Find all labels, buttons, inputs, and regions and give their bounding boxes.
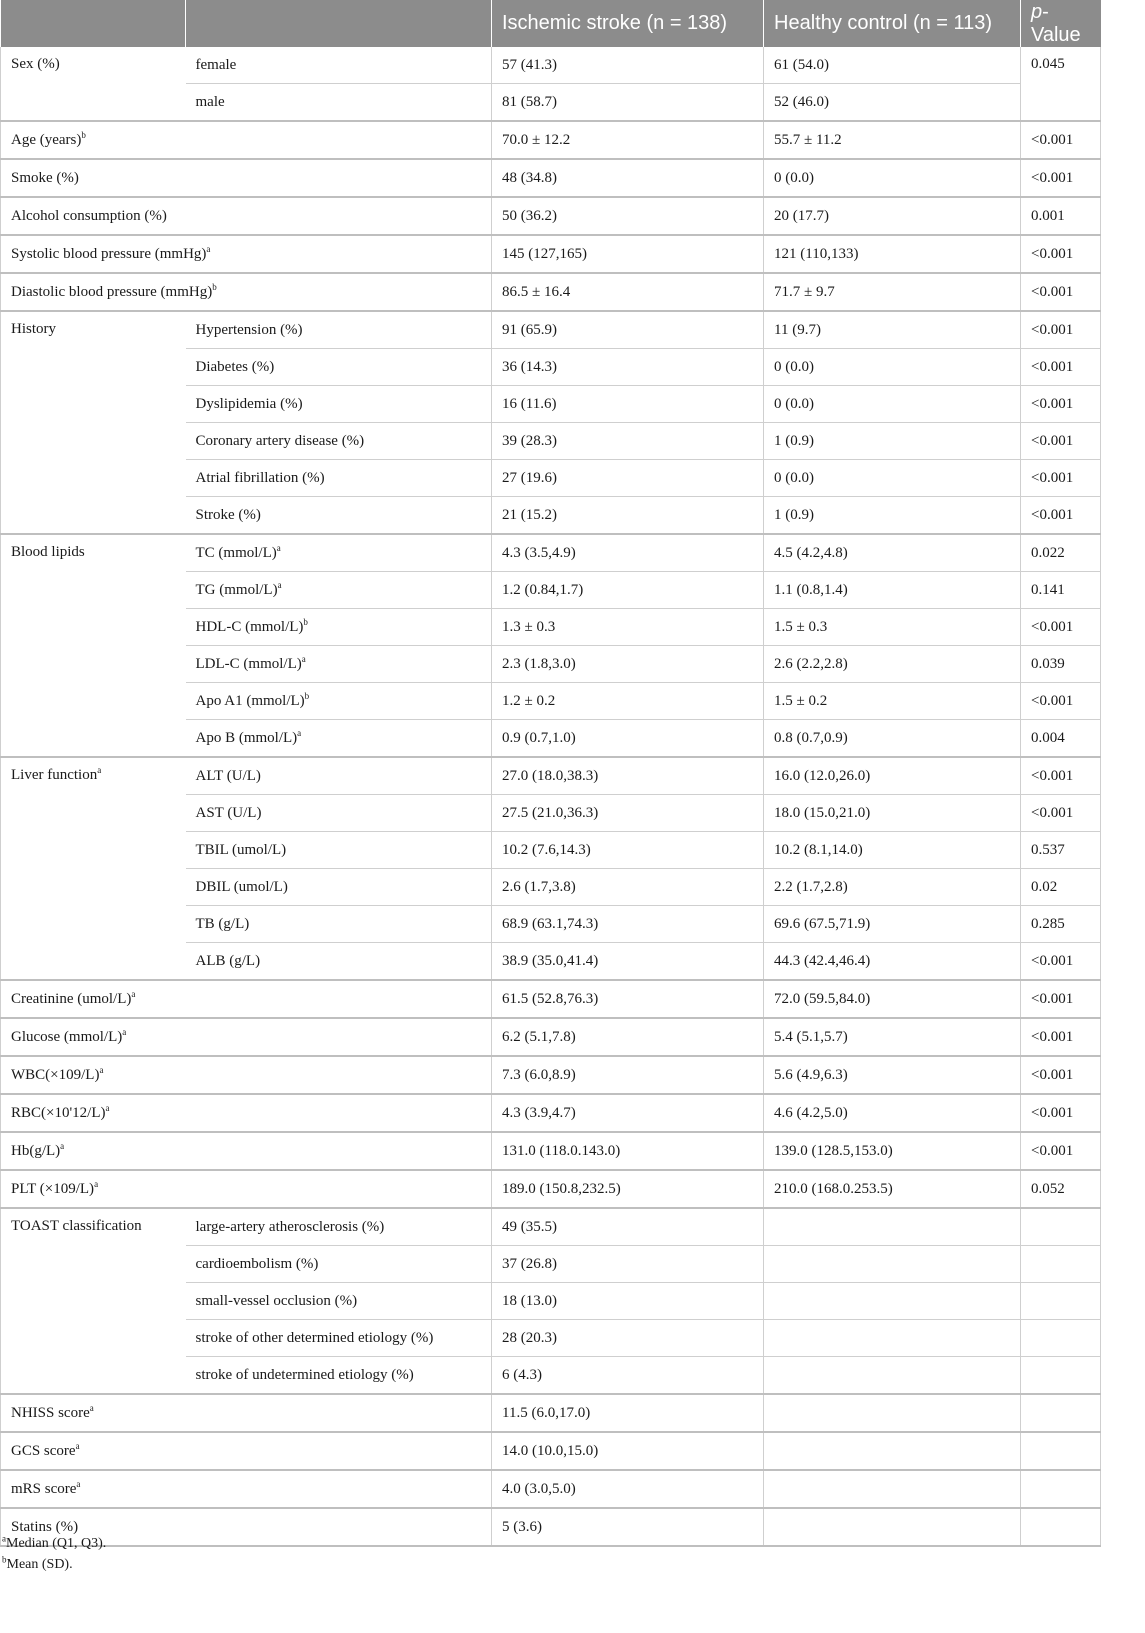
control-value: 121 (110,133) <box>764 235 1021 273</box>
control-value: 4.6 (4.2,5.0) <box>764 1094 1021 1132</box>
control-value: 1.1 (0.8,1.4) <box>764 572 1021 609</box>
control-value: 55.7 ± 11.2 <box>764 121 1021 159</box>
stroke-value: 37 (26.8) <box>492 1246 764 1283</box>
p-value: <0.001 <box>1021 1094 1101 1132</box>
control-value: 2.6 (2.2,2.8) <box>764 646 1021 683</box>
table-row <box>1 1508 1101 1546</box>
table-row <box>1 311 1101 349</box>
stroke-value: 81 (58.7) <box>492 84 764 122</box>
control-value: 44.3 (42.4,46.4) <box>764 943 1021 981</box>
row-label: Statins (%) <box>1 1508 492 1546</box>
stroke-value: 27.5 (21.0,36.3) <box>492 795 764 832</box>
p-value: 0.039 <box>1021 646 1101 683</box>
control-value: 1 (0.9) <box>764 497 1021 535</box>
row-label: GCS score$^a$ <box>1 1432 492 1470</box>
row-label: $Hb(g/L)^a$ <box>1 1132 492 1170</box>
table-row <box>1 534 1101 572</box>
p-value: <0.001 <box>1021 273 1101 311</box>
control-value <box>764 1508 1021 1546</box>
stroke-value: 91 (65.9) <box>492 311 764 349</box>
control-value <box>764 1394 1021 1432</box>
p-value: <0.001 <box>1021 1018 1101 1056</box>
p-value: <0.001 <box>1021 683 1101 720</box>
sub-label: Hypertension (%) <box>186 311 492 349</box>
control-value <box>764 1246 1021 1283</box>
stroke-value: 68.9 (63.1,74.3) <box>492 906 764 943</box>
p-value <box>1021 1208 1101 1246</box>
sub-label: Apo A1 (mmol/L)$^b$ <box>186 683 492 720</box>
p-value: 0.02 <box>1021 869 1101 906</box>
table-row <box>1 1470 1101 1508</box>
control-value: 210.0 (168.0.253.5) <box>764 1170 1021 1208</box>
p-value: <0.001 <box>1021 1132 1101 1170</box>
p-value <box>1021 1508 1101 1546</box>
table-row <box>1 1018 1101 1056</box>
stroke-value: 2.6 (1.7,3.8) <box>492 869 764 906</box>
sub-label: ALB (g/L) <box>186 943 492 981</box>
p-value: 0.004 <box>1021 720 1101 758</box>
table-row <box>1 121 1101 159</box>
table-row <box>1 1394 1101 1432</box>
table-row <box>1 1208 1101 1246</box>
p-value: <0.001 <box>1021 609 1101 646</box>
stroke-value: 7.3 (6.0,8.9) <box>492 1056 764 1094</box>
header-healthy-control: Healthy control (n = 113) <box>764 0 1021 47</box>
stroke-value: 6 (4.3) <box>492 1357 764 1395</box>
header-cell-blank <box>186 0 492 47</box>
stroke-value: 50 (36.2) <box>492 197 764 235</box>
stroke-value: 49 (35.5) <box>492 1208 764 1246</box>
sub-label: TB (g/L) <box>186 906 492 943</box>
stroke-value: 4.3 (3.5,4.9) <box>492 534 764 572</box>
p-value <box>1021 1320 1101 1357</box>
stroke-value: 189.0 (150.8,232.5) <box>492 1170 764 1208</box>
sub-label: ALT (U/L) <box>186 757 492 795</box>
stroke-value: 16 (11.6) <box>492 386 764 423</box>
sub-label: Dyslipidemia (%) <box>186 386 492 423</box>
sub-label: TC (mmol/L)$^a$ <box>186 534 492 572</box>
row-label: $RBC(\times 10'12/L)^a$ <box>1 1094 492 1132</box>
control-value: 52 (46.0) <box>764 84 1021 122</box>
stroke-value: 4.0 (3.0,5.0) <box>492 1470 764 1508</box>
sub-label: stroke of undetermined etiology (%) <box>186 1357 492 1395</box>
sub-label: female <box>186 47 492 84</box>
group-label: History <box>1 311 186 534</box>
row-label: Diastolic blood pressure (mmHg)$^b$ <box>1 273 492 311</box>
control-value <box>764 1432 1021 1470</box>
p-value: <0.001 <box>1021 943 1101 981</box>
control-value: 71.7 ± 9.7 <box>764 273 1021 311</box>
stroke-value: 1.3 ± 0.3 <box>492 609 764 646</box>
stroke-value: 61.5 (52.8,76.3) <box>492 980 764 1018</box>
header-p-value: p-Value <box>1021 0 1101 47</box>
sub-label: TBIL (umol/L) <box>186 832 492 869</box>
stroke-value: 36 (14.3) <box>492 349 764 386</box>
p-value: <0.001 <box>1021 235 1101 273</box>
control-value: 1.5 ± 0.2 <box>764 683 1021 720</box>
stroke-value: 39 (28.3) <box>492 423 764 460</box>
control-value: 69.6 (67.5,71.9) <box>764 906 1021 943</box>
control-value <box>764 1208 1021 1246</box>
row-label: PLT $(\times 109/L)^a$ <box>1 1170 492 1208</box>
stroke-value: 131.0 (118.0.143.0) <box>492 1132 764 1170</box>
sub-label: HDL-C (mmol/L)$^b$ <box>186 609 492 646</box>
stroke-value: 28 (20.3) <box>492 1320 764 1357</box>
stroke-value: 1.2 (0.84,1.7) <box>492 572 764 609</box>
control-value: 139.0 (128.5,153.0) <box>764 1132 1021 1170</box>
control-value: 72.0 (59.5,84.0) <box>764 980 1021 1018</box>
control-value: 5.4 (5.1,5.7) <box>764 1018 1021 1056</box>
p-value: 0.537 <box>1021 832 1101 869</box>
stroke-value: 2.3 (1.8,3.0) <box>492 646 764 683</box>
table-row <box>1 1056 1101 1094</box>
stroke-value: 38.9 (35.0,41.4) <box>492 943 764 981</box>
stroke-value: 145 (127,165) <box>492 235 764 273</box>
p-value: <0.001 <box>1021 159 1101 197</box>
p-value: 0.045 <box>1021 47 1101 121</box>
p-value: 0.052 <box>1021 1170 1101 1208</box>
stroke-value: 6.2 (5.1,7.8) <box>492 1018 764 1056</box>
table-row <box>1 235 1101 273</box>
stroke-value: 48 (34.8) <box>492 159 764 197</box>
p-value: <0.001 <box>1021 1056 1101 1094</box>
stroke-value: 10.2 (7.6,14.3) <box>492 832 764 869</box>
stroke-value: 27.0 (18.0,38.3) <box>492 757 764 795</box>
control-value: 0 (0.0) <box>764 159 1021 197</box>
table-row <box>1 1132 1101 1170</box>
p-value: <0.001 <box>1021 423 1101 460</box>
p-value: <0.001 <box>1021 349 1101 386</box>
p-value: <0.001 <box>1021 497 1101 535</box>
stroke-value: 57 (41.3) <box>492 47 764 84</box>
sub-label: Stroke (%) <box>186 497 492 535</box>
p-value: 0.022 <box>1021 534 1101 572</box>
sub-label: male <box>186 84 492 122</box>
stroke-value: 5 (3.6) <box>492 1508 764 1546</box>
p-value <box>1021 1283 1101 1320</box>
p-value: 0.001 <box>1021 197 1101 235</box>
control-value: 18.0 (15.0,21.0) <box>764 795 1021 832</box>
control-value: 5.6 (4.9,6.3) <box>764 1056 1021 1094</box>
footnote-a: $^a$Median (Q1, Q3). <box>2 1533 107 1551</box>
table-row <box>1 757 1101 795</box>
sub-label: Diabetes (%) <box>186 349 492 386</box>
p-value: <0.001 <box>1021 121 1101 159</box>
stroke-value: 11.5 (6.0,17.0) <box>492 1394 764 1432</box>
sub-label: cardioembolism (%) <box>186 1246 492 1283</box>
control-value: 0 (0.0) <box>764 460 1021 497</box>
stroke-value: 4.3 (3.9,4.7) <box>492 1094 764 1132</box>
p-value <box>1021 1394 1101 1432</box>
stroke-value: 1.2 ± 0.2 <box>492 683 764 720</box>
p-value: <0.001 <box>1021 311 1101 349</box>
control-value: 1.5 ± 0.3 <box>764 609 1021 646</box>
control-value <box>764 1470 1021 1508</box>
control-value: 2.2 (1.7,2.8) <box>764 869 1021 906</box>
row-label: Age (years)$^b$ <box>1 121 492 159</box>
row-label: Creatinine (umol/L)$^a$ <box>1 980 492 1018</box>
p-value: <0.001 <box>1021 386 1101 423</box>
sub-label: small-vessel occlusion (%) <box>186 1283 492 1320</box>
control-value <box>764 1283 1021 1320</box>
group-label: Liver function$^a$ <box>1 757 186 980</box>
stroke-value: 86.5 ± 16.4 <box>492 273 764 311</box>
control-value <box>764 1357 1021 1395</box>
p-value <box>1021 1432 1101 1470</box>
header-cell-blank <box>1 0 186 47</box>
control-value <box>764 1320 1021 1357</box>
sub-label: Coronary artery disease (%) <box>186 423 492 460</box>
table-row <box>1 159 1101 197</box>
table-row <box>1 197 1101 235</box>
stroke-value: 70.0 ± 12.2 <box>492 121 764 159</box>
sub-label: large-artery atherosclerosis (%) <box>186 1208 492 1246</box>
stroke-value: 18 (13.0) <box>492 1283 764 1320</box>
row-label: mRS score$^a$ <box>1 1470 492 1508</box>
control-value: 0 (0.0) <box>764 349 1021 386</box>
sub-label: TG (mmol/L)$^a$ <box>186 572 492 609</box>
table-header-row <box>1 0 1101 47</box>
sub-label: stroke of other determined etiology (%) <box>186 1320 492 1357</box>
row-label: Smoke (%) <box>1 159 492 197</box>
control-value: 11 (9.7) <box>764 311 1021 349</box>
group-label: TOAST classification <box>1 1208 186 1394</box>
table-row <box>1 273 1101 311</box>
p-value: <0.001 <box>1021 980 1101 1018</box>
row-label: Systolic blood pressure (mmHg)$^a$ <box>1 235 492 273</box>
footnote-b: $^b$Mean (SD). <box>2 1554 73 1572</box>
stroke-value: 0.9 (0.7,1.0) <box>492 720 764 758</box>
sub-label: Apo B (mmol/L)$^a$ <box>186 720 492 758</box>
row-label: Alcohol consumption (%) <box>1 197 492 235</box>
stroke-value: 21 (15.2) <box>492 497 764 535</box>
stroke-value: 27 (19.6) <box>492 460 764 497</box>
control-value: 0.8 (0.7,0.9) <box>764 720 1021 758</box>
p-value <box>1021 1246 1101 1283</box>
control-value: 4.5 (4.2,4.8) <box>764 534 1021 572</box>
row-label: Sex (%) <box>1 47 186 121</box>
sub-label: AST (U/L) <box>186 795 492 832</box>
control-value: 10.2 (8.1,14.0) <box>764 832 1021 869</box>
header-ischemic-stroke: Ischemic stroke (n = 138) <box>492 0 764 47</box>
control-value: 61 (54.0) <box>764 47 1021 84</box>
sub-label: Atrial fibrillation (%) <box>186 460 492 497</box>
p-value <box>1021 1357 1101 1395</box>
sub-label: DBIL (umol/L) <box>186 869 492 906</box>
p-value <box>1021 1470 1101 1508</box>
sub-label: LDL-C (mmol/L)$^a$ <box>186 646 492 683</box>
p-value: <0.001 <box>1021 795 1101 832</box>
table-row <box>1 1094 1101 1132</box>
p-value: <0.001 <box>1021 460 1101 497</box>
row-label: $WBC(\times 109/L)^a$ <box>1 1056 492 1094</box>
stroke-value: 14.0 (10.0,15.0) <box>492 1432 764 1470</box>
table-row <box>1 47 1101 84</box>
control-value: 0 (0.0) <box>764 386 1021 423</box>
table-row <box>1 980 1101 1018</box>
control-value: 1 (0.9) <box>764 423 1021 460</box>
table-row <box>1 1432 1101 1470</box>
control-value: 16.0 (12.0,26.0) <box>764 757 1021 795</box>
p-value: <0.001 <box>1021 757 1101 795</box>
p-value: 0.285 <box>1021 906 1101 943</box>
group-label: Blood lipids <box>1 534 186 757</box>
table-row <box>1 1170 1101 1208</box>
p-value: 0.141 <box>1021 572 1101 609</box>
row-label: NHISS score$^a$ <box>1 1394 492 1432</box>
footnotes <box>2 1533 106 1575</box>
row-label: Glucose (mmol/L)$^a$ <box>1 1018 492 1056</box>
control-value: 20 (17.7) <box>764 197 1021 235</box>
